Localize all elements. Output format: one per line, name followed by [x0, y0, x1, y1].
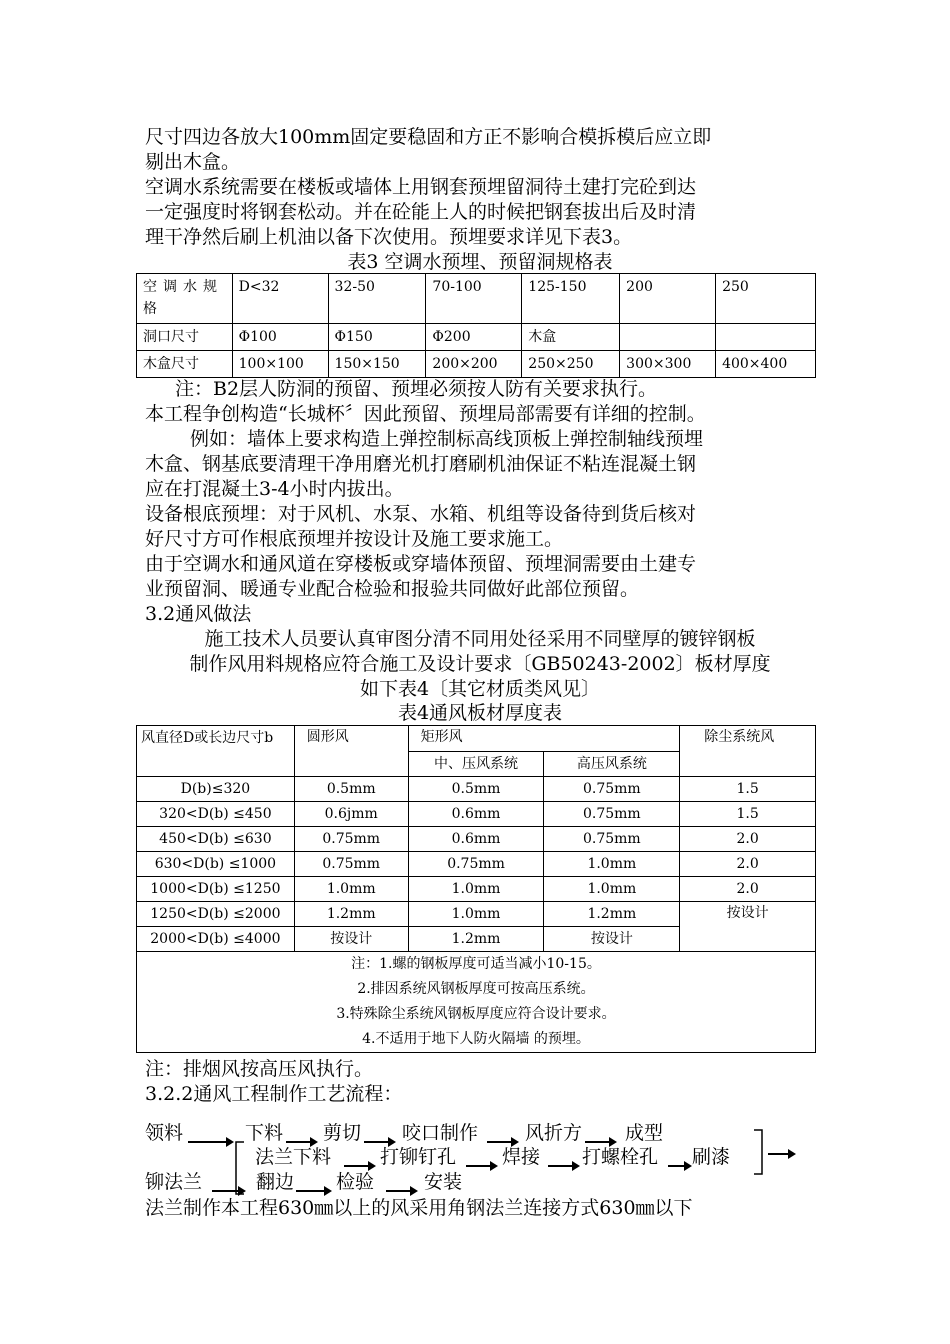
table-row	[137, 274, 816, 324]
paragraph-line: 好尺寸方可作根底预埋并按设计及施工要求施工。	[145, 528, 564, 550]
table-row	[137, 852, 816, 877]
note-line: 注：B2层人防洞的预留、预埋必须按人防有关要求执行。	[175, 378, 658, 400]
table-row	[137, 351, 816, 378]
table-cell: 洞口尺寸	[137, 324, 233, 351]
flow-step: 刷漆	[692, 1146, 731, 1168]
table-note: 2.排因系统风钢板厚度可按高压系统。	[357, 981, 595, 997]
flow-step: 焊接	[502, 1146, 541, 1168]
table-cell: 1000<D(b) ≤1250	[137, 877, 295, 902]
table-cell: 2.0	[680, 827, 816, 852]
table-cell: 0.6mm	[408, 802, 544, 827]
table-row	[137, 802, 816, 827]
table-cell: 0.6jmm	[294, 802, 408, 827]
table-cell: 200	[620, 274, 716, 324]
right-bracket-icon	[752, 1128, 770, 1176]
paragraph-line: 本工程争创构造“长城杯〞因此预留、预埋局部需要有详细的控制。	[145, 403, 706, 425]
table-header-cell: 高压风系统	[544, 752, 680, 777]
flow-step: 下料	[245, 1122, 284, 1144]
table-cell: 0.6mm	[408, 827, 544, 852]
table-cell: 1.0mm	[408, 902, 544, 927]
table-cell: 32-50	[328, 274, 426, 324]
flow-arrow	[585, 1141, 615, 1143]
table-cell: 250	[716, 274, 816, 324]
table-cell: 450<D(b) ≤630	[137, 827, 295, 852]
table-row	[137, 324, 816, 351]
table-cell: 0.75mm	[294, 852, 408, 877]
paragraph-line: 理干净然后刷上机油以备下次使用。预埋要求详见下表3。	[145, 226, 633, 248]
flow-arrow	[286, 1141, 316, 1143]
table-header-cell: 除尘系统风	[680, 726, 816, 777]
table-header-cell: 风直径D或长边尺寸b	[137, 726, 295, 777]
table-cell: 0.5mm	[408, 777, 544, 802]
flow-step: 法兰下料	[255, 1146, 332, 1168]
table-cell: 按设计	[544, 927, 680, 952]
table-cell: 1.0mm	[544, 852, 680, 877]
flow-arrow	[188, 1141, 232, 1143]
table-cell	[716, 324, 816, 351]
flow-step: 打铆钉孔	[380, 1146, 457, 1168]
paragraph-line: 业预留洞、暖通专业配合检验和报验共同做好此部位预留。	[145, 578, 640, 600]
flow-step: 检验	[336, 1171, 375, 1193]
table-cell: D(b)≤320	[137, 777, 295, 802]
flow-arrow	[364, 1141, 394, 1143]
table-cell: Φ200	[426, 324, 522, 351]
table-cell: 1250<D(b) ≤2000	[137, 902, 295, 927]
table-cell: 630<D(b) ≤1000	[137, 852, 295, 877]
table-header-cell: 矩形风	[408, 726, 680, 752]
paragraph-line: 由于空调水和通风道在穿楼板或穿墙体预留、预埋洞需要由土建专	[145, 553, 697, 575]
flow-step: 铆法兰	[145, 1171, 203, 1193]
paragraph-line: 法兰制作本工程630㎜以上的风采用角钢法兰连接方式630㎜以下	[145, 1197, 693, 1219]
flow-arrow	[212, 1190, 244, 1192]
table-cell: 200×200	[426, 351, 522, 378]
table-header-cell: 中、压风系统	[408, 752, 544, 777]
flow-step: 风折方	[525, 1122, 583, 1144]
table-cell: 0.5mm	[294, 777, 408, 802]
table-cell: 1.0mm	[408, 877, 544, 902]
table-cell: 0.75mm	[294, 827, 408, 852]
flow-step: 剪切	[323, 1122, 362, 1144]
table-cell: 空调水规格	[137, 274, 233, 324]
paragraph-line: 空调水系统需要在楼板或墙体上用钢套预埋留洞待土建打完砼到达	[145, 176, 697, 198]
table-cell: 1.2mm	[408, 927, 544, 952]
table-cell	[620, 324, 716, 351]
table-cell: 400×400	[716, 351, 816, 378]
paragraph-line: 施工技术人员要认真审图分清不同用处径采用不同壁厚的镀锌钢板	[204, 628, 756, 650]
table-cell: 按设计	[294, 927, 408, 952]
table-cell: 150×150	[328, 351, 426, 378]
flow-step: 安装	[424, 1171, 463, 1193]
table-row	[137, 827, 816, 852]
flow-arrow	[768, 1153, 794, 1155]
table-cell: 1.0mm	[294, 877, 408, 902]
table-cell: Φ150	[328, 324, 426, 351]
table-cell: 0.75mm	[544, 777, 680, 802]
table-cell: 320<D(b) ≤450	[137, 802, 295, 827]
table-cell: 2.0	[680, 852, 816, 877]
table-cell: D<32	[232, 274, 328, 324]
flow-arrow	[296, 1190, 330, 1192]
table-note: 4.不适用于地下人防火隔墙 的预埋。	[362, 1031, 590, 1047]
paragraph-line: 例如：墙体上要求构造上弹控制标高线顶板上弹控制轴线预埋	[190, 428, 704, 450]
table-cell: 0.75mm	[544, 802, 680, 827]
flow-arrow	[668, 1165, 690, 1167]
table-cell: Φ100	[232, 324, 328, 351]
paragraph-line: 一定强度时将钢套松动。并在砼能上人的时候把钢套拔出后及时清	[145, 201, 697, 223]
table-cell: 2000<D(b) ≤4000	[137, 927, 295, 952]
flow-arrow	[487, 1141, 517, 1143]
flow-arrow	[548, 1165, 578, 1167]
table-notes	[137, 952, 816, 1053]
paragraph-line: 设备根底预埋：对于风机、水泵、水箱、机组等设备待到货后核对	[145, 503, 697, 525]
section-heading: 3.2通风做法	[145, 603, 252, 625]
table-note: 3.特殊除尘系统风钢板厚度应符合设计要求。	[336, 1006, 616, 1022]
table-cell: 0.75mm	[408, 852, 544, 877]
paragraph-line: 如下表4〔其它材质类风见〕	[359, 678, 601, 700]
table-cell: 1.5	[680, 777, 816, 802]
flow-step: 成型	[625, 1122, 664, 1144]
table-cell: 2.0	[680, 877, 816, 902]
table-note: 注：1.螺的钢板厚度可适当减小10-15。	[351, 956, 601, 972]
table4-title: 表4通风板材厚度表	[397, 702, 563, 724]
note-line: 注：排烟风按高压风执行。	[145, 1058, 374, 1080]
table-row	[137, 877, 816, 902]
table-cell: 70-100	[426, 274, 522, 324]
table-row	[137, 902, 816, 927]
table-cell: 0.75mm	[544, 827, 680, 852]
table-cell: 木盒	[522, 324, 620, 351]
flow-step: 打螺栓孔	[582, 1146, 659, 1168]
table-cell: 1.2mm	[294, 902, 408, 927]
flow-step: 翻边	[256, 1171, 295, 1193]
table-cell: 按设计	[680, 902, 816, 952]
flow-arrow	[466, 1165, 496, 1167]
paragraph-line: 尺寸四边各放大100mm固定要稳固和方正不影响合模拆模后应立即	[145, 126, 712, 148]
table-cell: 250×250	[522, 351, 620, 378]
table-header-row	[137, 726, 816, 752]
table-cell: 1.0mm	[544, 877, 680, 902]
table-notes-row	[137, 952, 816, 1053]
table-cell: 100×100	[232, 351, 328, 378]
flow-step: 领料	[145, 1122, 184, 1144]
paragraph-line: 应在打混凝土3-4小时内拔出。	[145, 478, 404, 500]
table-header-cell: 圆形风	[294, 726, 408, 777]
paragraph-line: 木盒、钢基底要清理干净用磨光机打磨刷机油保证不粘连混凝土钢	[145, 453, 697, 475]
flow-title: 3.2.2通风工程制作工艺流程：	[145, 1083, 403, 1105]
paragraph-line: 制作风用料规格应符合施工及设计要求〔GB50243-2002〕板材厚度	[189, 653, 771, 675]
flow-arrow	[344, 1165, 374, 1167]
table-cell: 300×300	[620, 351, 716, 378]
flow-arrow	[386, 1190, 416, 1192]
table3	[136, 273, 816, 378]
table3-title: 表3 空调水预埋、预留洞规格表	[347, 251, 613, 273]
table-cell: 1.5	[680, 802, 816, 827]
flow-step: 咬口制作	[402, 1122, 479, 1144]
table-cell: 1.2mm	[544, 902, 680, 927]
paragraph-line: 剔出木盒。	[145, 151, 241, 173]
table-cell: 125-150	[522, 274, 620, 324]
table-cell: 木盒尺寸	[137, 351, 233, 378]
table4	[136, 725, 816, 1053]
table-row	[137, 777, 816, 802]
